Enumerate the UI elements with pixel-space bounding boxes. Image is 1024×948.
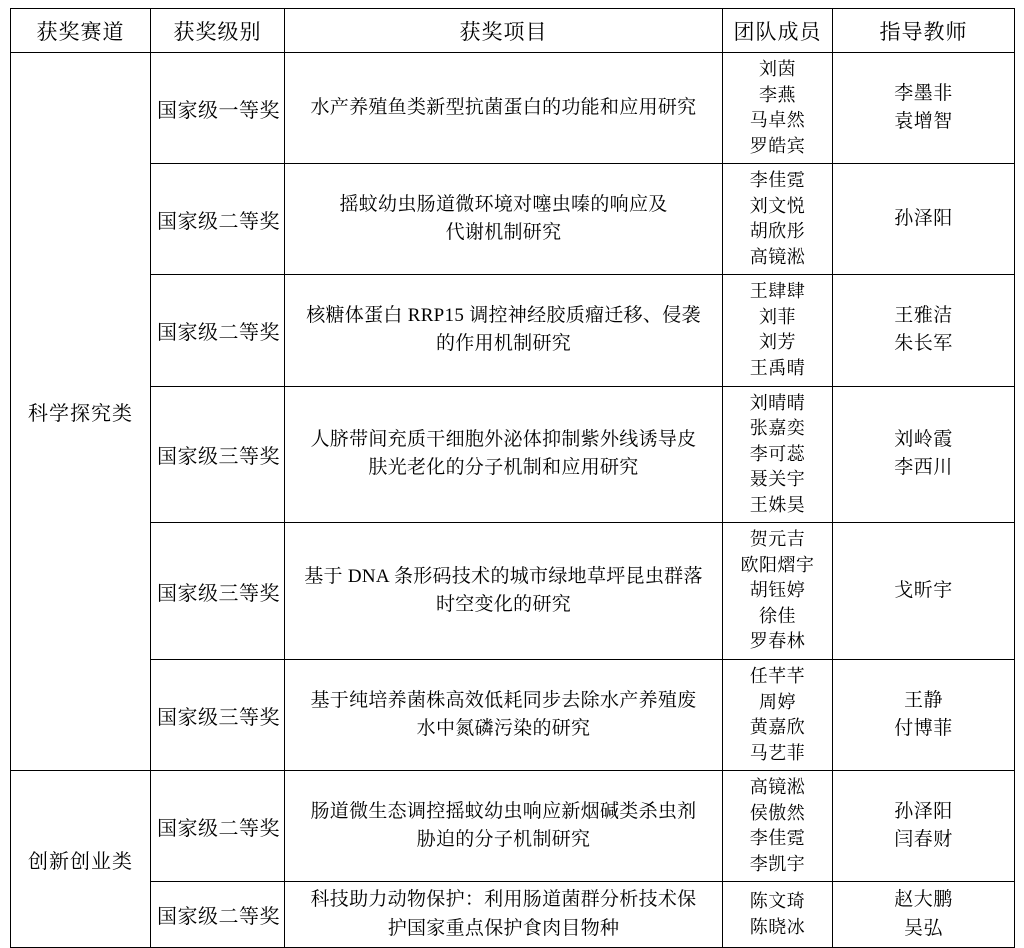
cell-mentor (833, 53, 1015, 164)
cell-project-line: 水产养殖鱼类新型抗菌蛋白的功能和应用研究 (310, 96, 697, 118)
table-row (11, 164, 1015, 275)
cell-project-line: 人脐带间充质干细胞外泌体抑制紫外线诱导皮 (310, 428, 697, 450)
cell-project-line: 护国家重点保护食肉目物种 (387, 917, 620, 939)
column-header-mentor: 指导教师 (833, 9, 1015, 53)
cell-project-line: 核糖体蛋白 RRP15 调控神经胶质瘤迁移、侵袭 (306, 304, 701, 326)
table-header (11, 9, 1015, 53)
cell-project (285, 275, 723, 386)
cell-mentor (833, 164, 1015, 275)
cell-team-line: 刘晴晴 (749, 392, 806, 413)
cell-team (723, 275, 833, 386)
cell-project (285, 386, 723, 523)
column-header-track: 获奖赛道 (11, 9, 151, 53)
cell-level: 国家级二等奖 (151, 882, 285, 948)
cell-team-line: 徐佳 (759, 605, 796, 626)
table-body (11, 53, 1015, 948)
cell-track: 科学探究类 (11, 53, 151, 771)
cell-project (285, 53, 723, 164)
cell-team-line: 刘茵 (759, 59, 796, 79)
cell-project-line: 代谢机制研究 (445, 222, 562, 244)
cell-level: 国家级三等奖 (151, 386, 285, 523)
cell-mentor-line: 刘岭霞 (894, 428, 953, 450)
cell-project-line: 的作用机制研究 (435, 333, 572, 355)
cell-mentor-line: 闫春财 (894, 829, 953, 851)
cell-team (723, 882, 833, 948)
cell-team-line: 胡钰婷 (749, 580, 806, 601)
cell-team-line: 陈晓冰 (749, 916, 806, 937)
cell-team-line: 聂关宇 (749, 469, 806, 490)
cell-team-line: 李燕 (759, 84, 796, 105)
cell-project-line: 水中氮磷污染的研究 (416, 718, 591, 740)
cell-mentor-line: 王静 (903, 689, 943, 711)
column-header-team: 团队成员 (723, 9, 833, 53)
cell-team (723, 771, 833, 882)
cell-team-line: 张嘉奕 (749, 418, 806, 439)
cell-level: 国家级一等奖 (151, 53, 285, 164)
cell-level: 国家级三等奖 (151, 660, 285, 771)
column-header-project: 获奖项目 (285, 9, 723, 53)
cell-mentor-line: 李西川 (894, 457, 953, 479)
cell-mentor (833, 386, 1015, 523)
cell-team-line: 李佳霓 (749, 828, 806, 849)
cell-track: 创新创业类 (11, 771, 151, 948)
table-row (11, 53, 1015, 164)
cell-team-line: 周婷 (759, 691, 796, 712)
cell-mentor-line: 李墨非 (894, 82, 953, 104)
cell-team-line: 刘文悦 (749, 195, 806, 216)
cell-mentor (833, 660, 1015, 771)
cell-project-line: 科技助力动物保护：利用肠道菌群分析技术保 (310, 889, 697, 911)
cell-project-line: 基于 DNA 条形码技术的城市绿地草坪昆虫群落 (304, 565, 703, 587)
cell-team-line: 马艺菲 (749, 742, 806, 763)
cell-team-line: 李佳霓 (749, 170, 806, 191)
cell-project (285, 523, 723, 660)
award-table (10, 8, 1015, 948)
cell-team-line: 罗春林 (749, 631, 806, 652)
cell-team-line: 陈文琦 (749, 891, 806, 912)
column-header-level: 获奖级别 (151, 9, 285, 53)
cell-team (723, 386, 833, 523)
cell-mentor-line: 吴弘 (903, 917, 943, 939)
cell-mentor-line: 赵大鹏 (894, 889, 953, 911)
cell-project (285, 882, 723, 948)
cell-mentor-line: 孙泽阳 (894, 800, 953, 822)
cell-team-line: 侯傲然 (749, 802, 806, 823)
cell-team-line: 任芊芊 (749, 666, 806, 687)
cell-team (723, 164, 833, 275)
cell-team-line: 高镜淞 (749, 777, 806, 798)
cell-mentor (833, 523, 1015, 660)
cell-team-line: 王姝昊 (749, 494, 806, 515)
table-header-row (11, 9, 1015, 53)
cell-team (723, 660, 833, 771)
cell-mentor-line: 付博菲 (894, 718, 953, 740)
cell-mentor-line: 孙泽阳 (894, 208, 953, 230)
cell-mentor-line: 王雅洁 (894, 304, 953, 326)
table-row (11, 882, 1015, 948)
cell-project (285, 164, 723, 275)
cell-team-line: 刘芳 (759, 332, 796, 353)
table-row (11, 386, 1015, 523)
cell-team-line: 欧阳熠宇 (740, 554, 815, 575)
cell-team (723, 53, 833, 164)
cell-level: 国家级二等奖 (151, 275, 285, 386)
cell-team-line: 马卓然 (749, 110, 806, 131)
cell-level: 国家级二等奖 (151, 164, 285, 275)
cell-team-line: 胡欣彤 (749, 221, 806, 242)
cell-team-line: 王肆肆 (749, 281, 806, 302)
cell-mentor (833, 771, 1015, 882)
cell-project-line: 肤光老化的分子机制和应用研究 (368, 457, 639, 479)
cell-mentor (833, 275, 1015, 386)
cell-team-line: 黄嘉欣 (749, 717, 806, 738)
table-row (11, 275, 1015, 386)
cell-project-line: 时空变化的研究 (435, 594, 572, 616)
cell-team-line: 李可蕊 (749, 443, 806, 464)
table-row (11, 771, 1015, 882)
cell-mentor-line: 袁增智 (894, 111, 953, 133)
cell-project-line: 摇蚊幼虫肠道微环境对噻虫嗪的响应及 (339, 193, 668, 215)
cell-project-line: 基于纯培养菌株高效低耗同步去除水产养殖废 (310, 689, 697, 711)
cell-project-line: 胁迫的分子机制研究 (416, 829, 591, 851)
cell-team-line: 高镜淞 (749, 246, 806, 267)
cell-team-line: 刘菲 (759, 306, 796, 327)
cell-team-line: 李凯宇 (749, 853, 806, 874)
cell-level: 国家级三等奖 (151, 523, 285, 660)
cell-team-line: 王禹晴 (749, 358, 806, 379)
cell-team (723, 523, 833, 660)
cell-project (285, 660, 723, 771)
cell-team-line: 罗皓宾 (749, 135, 806, 156)
cell-mentor-line: 戈昕宇 (894, 579, 953, 601)
table-row (11, 523, 1015, 660)
table-row (11, 660, 1015, 771)
cell-project-line: 肠道微生态调控摇蚊幼虫响应新烟碱类杀虫剂 (310, 800, 697, 822)
cell-mentor-line: 朱长军 (894, 333, 953, 355)
cell-project (285, 771, 723, 882)
cell-team-line: 贺元吉 (749, 529, 806, 550)
cell-level: 国家级二等奖 (151, 771, 285, 882)
cell-mentor (833, 882, 1015, 948)
